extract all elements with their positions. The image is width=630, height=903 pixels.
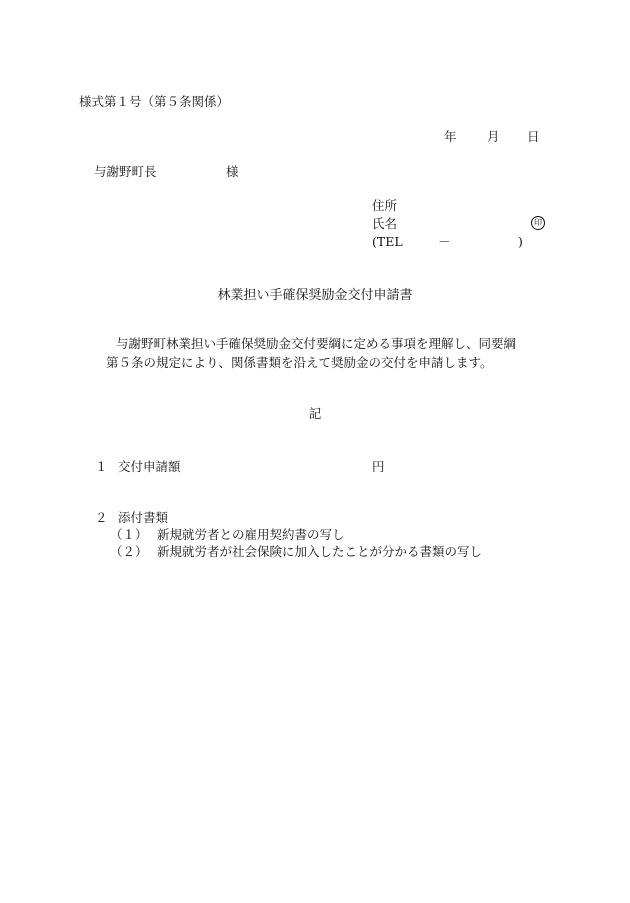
attachment-1-text: 新規就労者との雇用契約書の写し — [157, 527, 345, 542]
item-1-unit: 円 — [372, 459, 385, 474]
document-title: 林業担い手確保奨励金交付申請書 — [217, 288, 413, 303]
addressee-name: 与謝野町長 — [94, 164, 157, 179]
tel-label: (TEL — [372, 234, 403, 249]
item-2-number: ２ — [95, 510, 108, 525]
addressee-honorific: 様 — [226, 164, 239, 179]
applicant-address-label: 住所 — [372, 198, 398, 213]
body-text-line-2: 第５条の規定により、関係書類を沿えて奨励金の交付を申請します。 — [106, 355, 493, 370]
item-1-number: １ — [95, 459, 108, 474]
item-2-label: 添付書類 — [118, 510, 169, 525]
tel-close-paren: ) — [518, 234, 523, 249]
item-1-label: 交付申請額 — [118, 459, 181, 474]
applicant-name-label: 氏名 — [372, 216, 398, 231]
attachment-2-text: 新規就労者が社会保険に加入したことが分かる書類の写し — [157, 544, 483, 559]
attachment-2-number: （２） — [110, 544, 148, 559]
date-day-label: 日 — [527, 129, 540, 144]
attachment-1-number: （１） — [110, 527, 148, 542]
date-month-label: 月 — [487, 129, 500, 144]
form-number: 様式第１号（第５条関係） — [79, 94, 230, 109]
ki-heading: 記 — [308, 406, 322, 421]
tel-dash: － — [438, 234, 451, 249]
date-year-label: 年 — [444, 129, 457, 144]
body-text-line-1: 与謝野町林業担い手確保奨励金交付要綱に定める事項を理解し、同要綱 — [116, 336, 517, 351]
seal-icon: 印 — [531, 216, 545, 230]
